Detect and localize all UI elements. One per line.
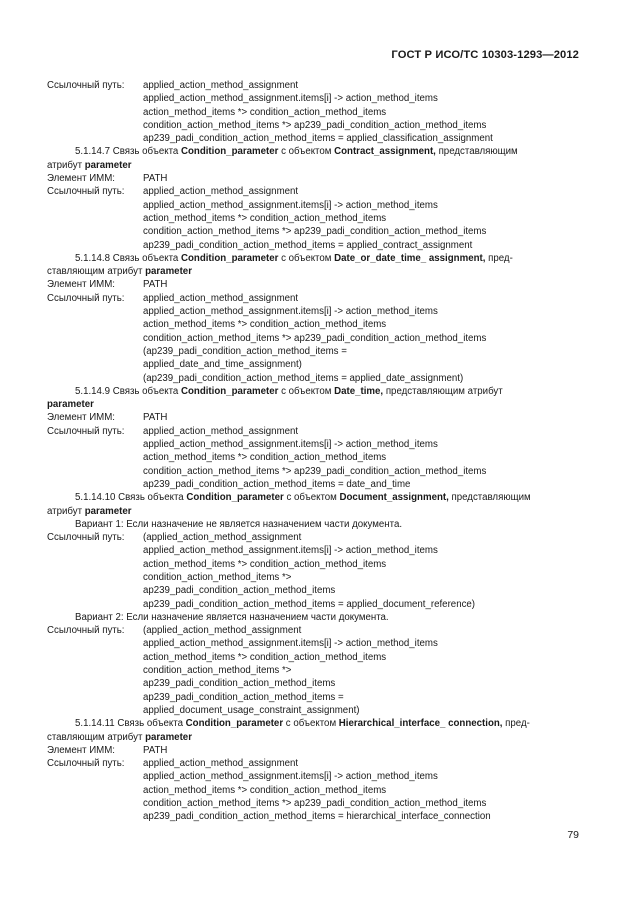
path-line: ap239_padi_condition_action_method_items = applied_contract_assignment [143,239,473,251]
path-line: applied_action_method_assignment.items[i] -> action_method_items [143,306,438,318]
section-heading-5-1-14-10: 5.1.14.10 Связь объекта Condition_parameter с объектом Document_assignment, представляющим [75,492,531,504]
path-line: applied_action_method_assignment.items[i] -> action_method_items [143,93,438,105]
path-line: applied_action_method_assignment.items[i] -> action_method_items [143,439,438,451]
path-line: applied_document_usage_constraint_assignment) [143,704,360,716]
path-line: condition_action_method_items *> ap239_padi_condition_action_method_items [143,465,487,477]
path-line: (applied_action_method_assignment [143,625,302,637]
path-line: applied_action_method_assignment [143,292,299,304]
section-heading-5-1-14-9: 5.1.14.9 Связь объекта Condition_parameter с объектом Date_time, представляющим атрибут [75,385,503,397]
path-line: action_method_items *> condition_action_method_items [143,452,387,464]
element-value: PATH [143,173,168,185]
element-label: Элемент ИММ: [47,279,116,291]
ref-path-label: Ссылочный путь: [47,532,125,544]
element-label: Элемент ИММ: [47,412,116,424]
section-heading-cont: ставляющим атрибут parameter [47,731,192,743]
ref-path-row [47,425,583,438]
path-line: ap239_padi_condition_action_method_items [143,678,336,690]
document-header: ГОСТ Р ИСО/ТС 10303-1293—2012 [391,49,579,61]
ref-path-row [47,531,583,544]
ref-path-label: Ссылочный путь: [47,186,125,198]
path-line: (applied_action_method_assignment [143,532,302,544]
path-line: applied_date_and_time_assignment) [143,359,302,371]
page-body [47,79,583,824]
section-heading-cont: parameter [47,399,94,411]
path-line: applied_action_method_assignment [143,425,299,437]
path-line: condition_action_method_items *> ap239_padi_condition_action_method_items [143,119,487,131]
section-heading-5-1-14-7: 5.1.14.7 Связь объекта Condition_parameter с объектом Contract_assignment, представляющим [75,146,518,158]
section-heading-5-1-14-8: 5.1.14.8 Связь объекта Condition_parameter с объектом Date_or_date_time_ assignment, пред- [75,252,513,264]
element-value: PATH [143,279,168,291]
variant-1-note: Вариант 1: Если назначение не является назначением части документа. [75,518,403,530]
path-line: condition_action_method_items *> [143,665,292,677]
ref-path-label: Ссылочный путь: [47,425,125,437]
path-line: ap239_padi_condition_action_method_items = applied_document_reference) [143,598,476,610]
element-label: Элемент ИММ: [47,173,116,185]
element-value: PATH [143,744,168,756]
path-line: ap239_padi_condition_action_method_items = [143,691,344,703]
path-line: ap239_padi_condition_action_method_items [143,585,336,597]
path-line: ap239_padi_condition_action_method_items = applied_classification_assignment [143,133,493,145]
element-row [47,172,583,185]
path-line: ap239_padi_condition_action_method_items = date_and_time [143,478,411,490]
element-label: Элемент ИММ: [47,744,116,756]
ref-path-row [47,79,583,92]
path-line: condition_action_method_items *> ap239_padi_condition_action_method_items [143,798,487,810]
path-line: applied_action_method_assignment [143,758,299,770]
path-line: applied_action_method_assignment.items[i] -> action_method_items [143,771,438,783]
section-heading-cont: ставляющим атрибут parameter [47,266,192,278]
section-heading-cont: атрибут parameter [47,159,132,171]
ref-path-label: Ссылочный путь: [47,625,125,637]
path-line: (ap239_padi_condition_action_method_items = applied_date_assignment) [143,372,464,384]
path-line: applied_action_method_assignment [143,186,299,198]
path-line: ap239_padi_condition_action_method_items = hierarchical_interface_connection [143,811,491,823]
ref-path-row [47,292,583,305]
path-line: (ap239_padi_condition_action_method_items = [143,345,347,357]
element-value: PATH [143,412,168,424]
element-row [47,278,583,291]
path-line: condition_action_method_items *> ap239_padi_condition_action_method_items [143,332,487,344]
path-line: action_method_items *> condition_action_method_items [143,212,387,224]
ref-path-label: Ссылочный путь: [47,758,125,770]
path-line: applied_action_method_assignment [143,80,299,91]
path-line: condition_action_method_items *> ap239_padi_condition_action_method_items [143,226,487,238]
path-line: applied_action_method_assignment.items[i] -> action_method_items [143,545,438,557]
path-line: action_method_items *> condition_action_method_items [143,651,387,663]
path-line: action_method_items *> condition_action_method_items [143,319,387,331]
path-line: action_method_items *> condition_action_method_items [143,106,387,118]
path-line: action_method_items *> condition_action_method_items [143,784,387,796]
section-heading-cont: атрибут parameter [47,505,132,517]
section-heading-5-1-14-11: 5.1.14.11 Связь объекта Condition_parameter с объектом Hierarchical_interface_ connection, пред- [75,718,530,730]
path-line: action_method_items *> condition_action_method_items [143,558,387,570]
page-number: 79 [567,829,579,841]
path-line: applied_action_method_assignment.items[i] -> action_method_items [143,199,438,211]
ref-path-label: Ссылочный путь: [47,292,125,304]
element-row [47,411,583,424]
ref-path-row [47,757,583,770]
ref-path-row [47,624,583,637]
ref-path-label: Ссылочный путь: [47,80,125,91]
variant-2-note: Вариант 2: Если назначение является назначением части документа. [75,611,389,623]
path-line: condition_action_method_items *> [143,571,292,583]
element-row [47,744,583,757]
path-line: applied_action_method_assignment.items[i] -> action_method_items [143,638,438,650]
ref-path-row [47,185,583,198]
